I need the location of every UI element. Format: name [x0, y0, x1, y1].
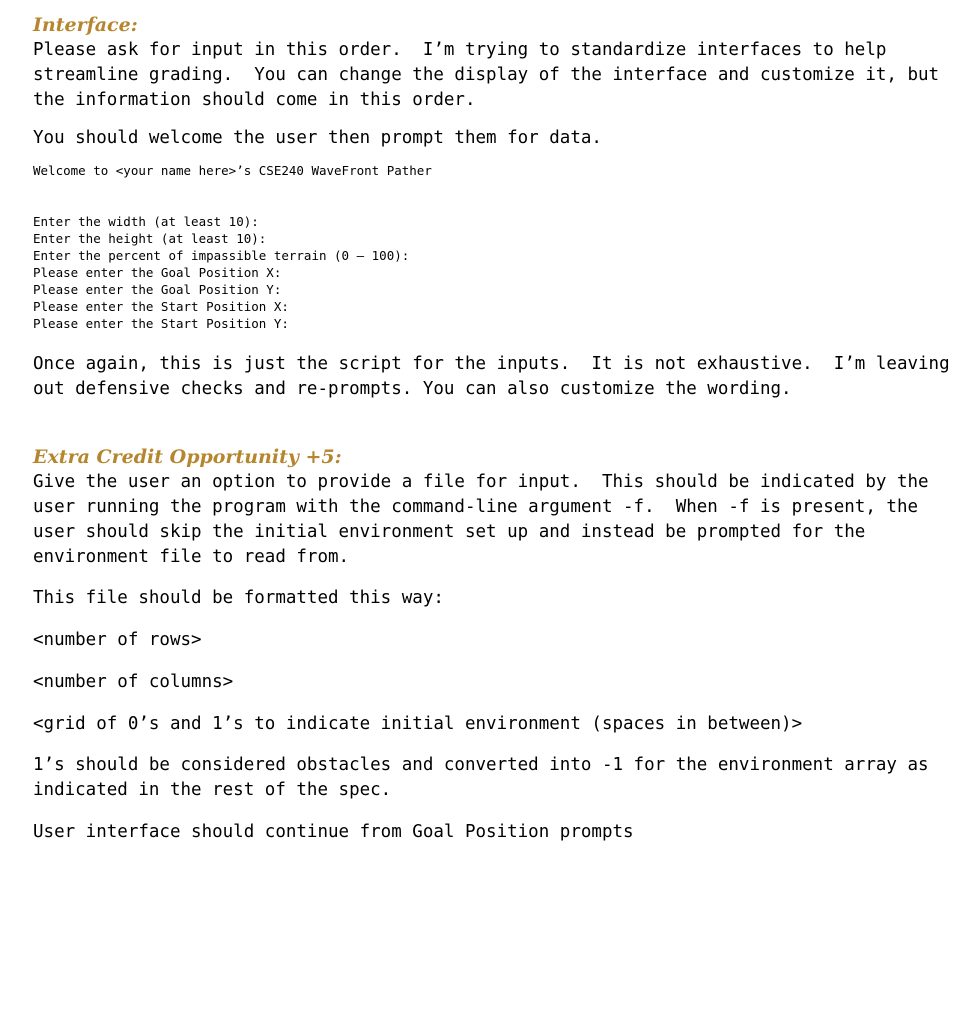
interface-intro-paragraph: Please ask for input in this order. I’m trying to standardize interfaces to help streamline grading. You can change the display of the interface and customize it, but the information should come in this order. — [33, 40, 950, 110]
continue-note: User interface should continue from Goal Position prompts — [33, 822, 634, 842]
input-prompt-script — [33, 213, 958, 332]
welcome-script-line: Welcome to <your name here>’s CSE240 WaveFront Pather — [33, 163, 432, 178]
document-page — [33, 14, 961, 845]
prompt-start-x: Please enter the Start Position X: — [33, 299, 289, 314]
file-format-grid: <grid of 0’s and 1’s to indicate initial environment (spaces in between)> — [33, 714, 803, 734]
script-note-paragraph: Once again, this is just the script for the inputs. It is not exhaustive. I’m leaving out defensive checks and re-prompts. You can also customize the wording. — [33, 354, 961, 399]
prompt-impassible-percent: Enter the percent of impassible terrain (0 – 100): — [33, 248, 410, 263]
welcome-instruction-paragraph: You should welcome the user then prompt them for data. — [33, 128, 602, 148]
file-format-columns: <number of columns> — [33, 672, 234, 692]
file-format-rows: <number of rows> — [33, 630, 202, 650]
interface-heading: Interface: — [33, 14, 138, 36]
obstacles-note: 1’s should be considered obstacles and converted into -1 for the environment array as indicated in the rest of the spec. — [33, 755, 940, 800]
extra-credit-description: Give the user an option to provide a file for input. This should be indicated by the user running the program with the command-line argument -f. When -f is present, the user should skip the initial environment set up and instead be prompted for the environment file to read from. — [33, 472, 940, 567]
prompt-height: Enter the height (at least 10): — [33, 231, 267, 246]
prompt-goal-y: Please enter the Goal Position Y: — [33, 282, 282, 297]
prompt-start-y: Please enter the Start Position Y: — [33, 316, 289, 331]
prompt-goal-x: Please enter the Goal Position X: — [33, 265, 282, 280]
extra-credit-heading: Extra Credit Opportunity +5: — [33, 446, 342, 468]
file-format-intro: This file should be formatted this way: — [33, 588, 444, 608]
prompt-width: Enter the width (at least 10): — [33, 214, 259, 229]
